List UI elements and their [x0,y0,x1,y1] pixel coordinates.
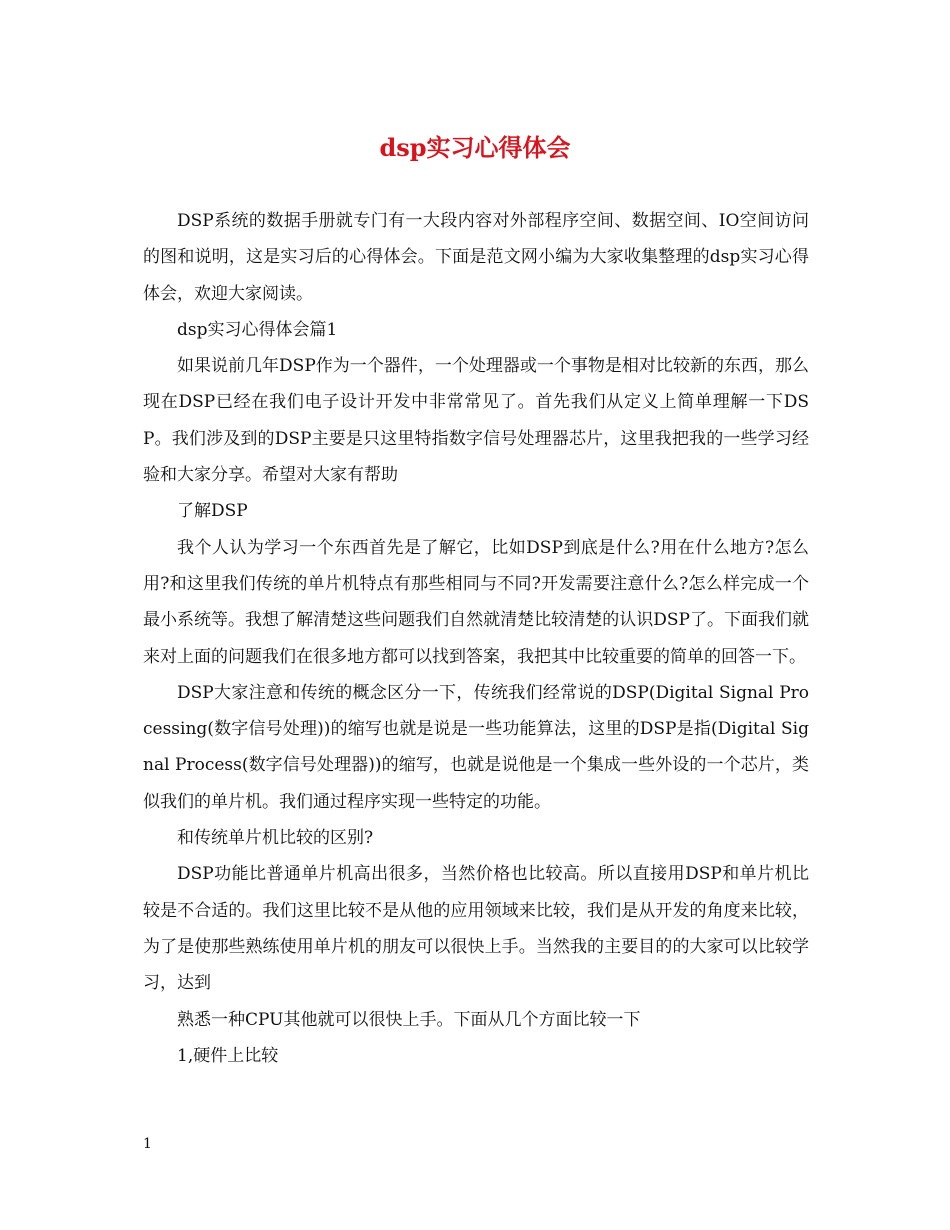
document-title: dsp实习心得体会 [379,133,571,162]
section-heading-comparison: 和传统单片机比较的区别? [177,828,374,849]
paragraph-learning-approach: 我个人认为学习一个东西首先是了解它，比如DSP到底是什么?用在什么地方?怎么用?和这里我们传统的单片机特点有那些相同与不同?开发需要注意什么?怎么样完成一个最小系统等。我想了解清楚这些问题我们自然就清楚比较清楚的认识DSP了。下面我们就来对上面的问题我们在很多地方都可以找到答案，我把其中比较重要的简单的回答一下。 [143,537,809,667]
paragraph-intro: DSP系统的数据手册就专门有一大段内容对外部程序空间、数据空间、IO空间访问的图和说明，这是实习后的心得体会。下面是范文网小编为大家收集整理的dsp实习心得体会，欢迎大家阅读。 [143,211,809,304]
section-heading-part-1: dsp实习心得体会篇1 [177,319,338,340]
paragraph-dsp-overview: 如果说前几年DSP作为一个器件，一个处理器或一个事物是相对比较新的东西，那么现在DSP已经在我们电子设计开发中非常常见了。首先我们从定义上简单理解一下DSP。我们涉及到的DSP主要是只这里特指数字信号处理器芯片，这里我把我的一些学习经验和大家分享。希望对大家有帮助 [143,356,809,486]
paragraph-dsp-definition: DSP大家注意和传统的概念区分一下，传统我们经常说的DSP(Digital Signal Processing(数字信号处理))的缩写也就是说是一些功能算法，这里的DSP是指(Digital Signal Process(数字信号处理器))的缩写，也就是说他是一个集成一些外设的一个芯片，类似我们的单片机。我们通过程序实现一些特定的功能。 [143,682,809,812]
document-body [143,203,809,1074]
paragraph-familiar-cpu: 熟悉一种CPU其他就可以很快上手。下面从几个方面比较一下 [177,1009,641,1030]
paragraph-comparison: DSP功能比普通单片机高出很多，当然价格也比较高。所以直接用DSP和单片机比较是不合适的。我们这里比较不是从他的应用领域来比较，我们是从开发的角度来比较，为了是使那些熟练使用单片机的朋友可以很快上手。当然我的主要目的的大家可以比较学习，达到 [143,864,809,994]
page-number: 1 [143,1136,152,1152]
section-heading-understand-dsp: 了解DSP [177,501,248,522]
section-heading-hardware: 1,硬件上比较 [177,1045,279,1066]
